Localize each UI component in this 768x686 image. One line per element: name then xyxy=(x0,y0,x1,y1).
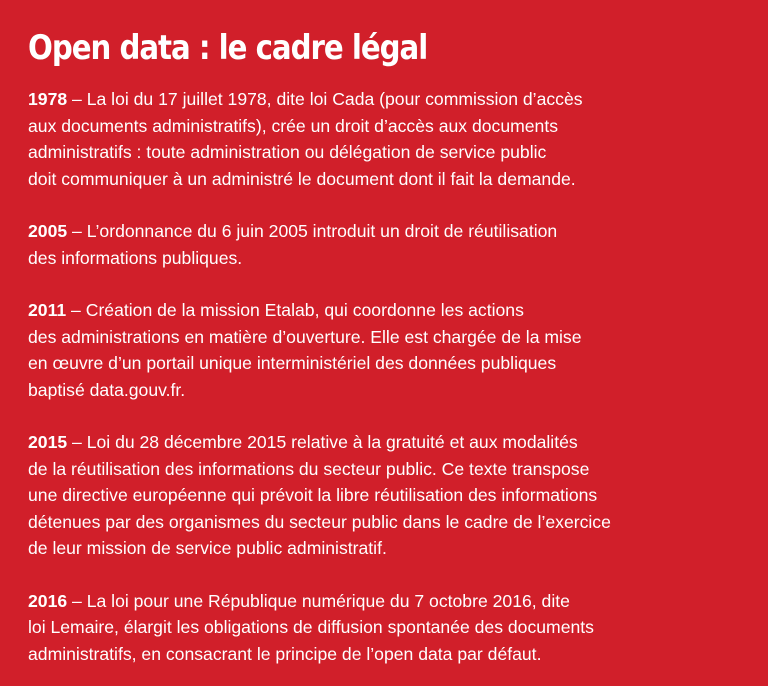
entry-line: des informations publiques. xyxy=(28,247,243,268)
page-title: Open data : le cadre légal xyxy=(28,28,428,68)
entry-separator: – xyxy=(67,221,87,241)
entry-year: 1978 xyxy=(28,89,68,109)
entry-line: doit communiquer à un administré le document dont il fait la demande. xyxy=(28,168,576,189)
entry-text: L’ordonnance du 6 juin 2005 introduit un droit de réutilisation xyxy=(86,221,558,241)
timeline-entry-2011 xyxy=(28,297,748,403)
timeline-entry-2015 xyxy=(28,429,748,562)
entry-separator: – xyxy=(67,89,87,109)
entry-line: baptisé data.gouv.fr. xyxy=(28,379,186,400)
entry-line xyxy=(28,429,748,456)
entry-line: administratifs, en consacrant le principe de l’open data par défaut. xyxy=(28,643,542,664)
entry-text: Création de la mission Etalab, qui coordonne les actions xyxy=(85,300,524,320)
entry-separator: – xyxy=(67,432,87,452)
entry-separator: – xyxy=(67,590,87,611)
timeline-entry-2005 xyxy=(28,218,748,271)
entry-text: La loi pour une République numérique du 7 octobre 2016, dite xyxy=(86,590,570,611)
entry-year: 2011 xyxy=(28,300,67,320)
timeline-entry-1978 xyxy=(28,86,748,192)
timeline-entry-2016 xyxy=(28,588,748,668)
entry-line: en œuvre d’un portail unique interministériel des données publiques xyxy=(28,353,557,373)
entry-line: aux documents administratifs), crée un droit d’accès aux documents xyxy=(28,115,559,136)
entry-year: 2005 xyxy=(28,221,68,241)
entry-line xyxy=(28,297,748,324)
entry-line: une directive européenne qui prévoit la libre réutilisation des informations xyxy=(28,485,598,505)
entry-line: détenues par des organismes du secteur public dans le cadre de l’exercice xyxy=(28,511,611,532)
entry-text: Loi du 28 décembre 2015 relative à la gratuité et aux modalités xyxy=(86,432,578,452)
entry-text: La loi du 17 juillet 1978, dite loi Cada (pour commission d’accès xyxy=(86,89,583,109)
entry-separator: – xyxy=(66,300,86,320)
entry-line xyxy=(28,86,748,113)
entry-line: des administrations en matière d’ouverture. Elle est chargée de la mise xyxy=(28,326,582,347)
entry-line: administratifs : toute administration ou délégation de service public xyxy=(28,142,547,162)
entry-line xyxy=(28,588,748,615)
entry-line: loi Lemaire, élargit les obligations de diffusion spontanée des documents xyxy=(28,617,594,637)
entry-year: 2016 xyxy=(28,590,68,611)
entry-line: de leur mission de service public administratif. xyxy=(28,538,387,558)
entry-year: 2015 xyxy=(28,432,68,452)
entry-line: de la réutilisation des informations du secteur public. Ce texte transpose xyxy=(28,458,590,479)
entry-line xyxy=(28,218,748,245)
